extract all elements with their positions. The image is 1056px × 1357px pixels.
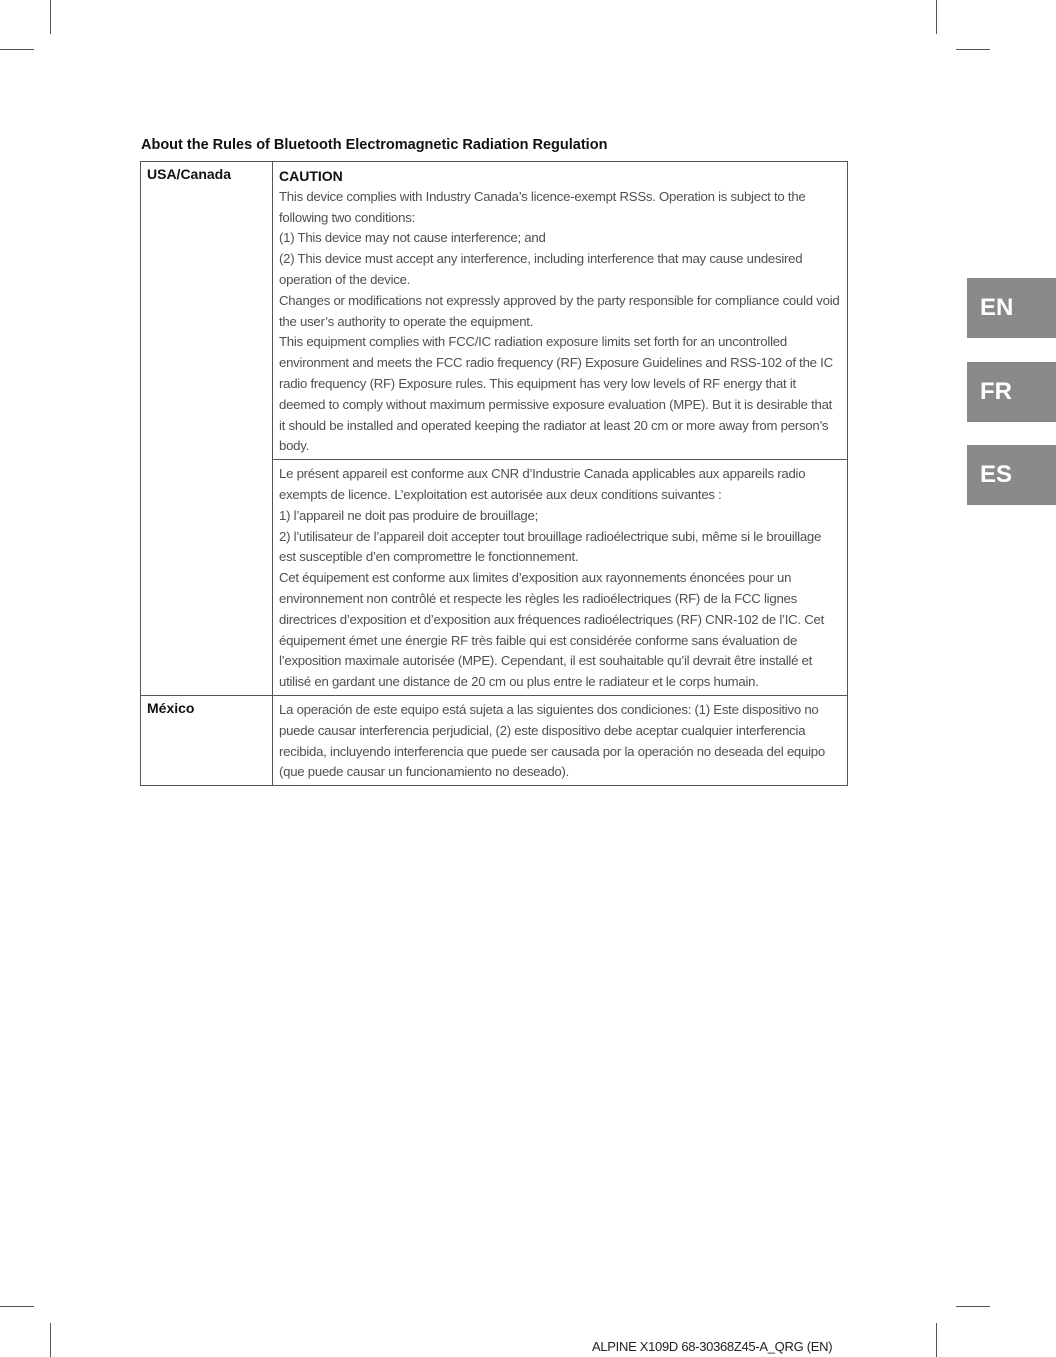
crop-mark-top-left-vertical [50,0,51,34]
fr-paragraph: Cet équipement est conforme aux limites d’exposition aux rayonnements énoncées pour un environnement non contrôlé et respecte les règles les radioélectriques (RF) de la FCC lignes directrices d’exposition et d’exposition aux fréquences radioélectriques (RF) CNR-102 de l’IC. Cet équipement émet une énergie RF très faible qui est considérée conforme sans évaluation de l’exposition maximale autorisée (MPE). Cependant, il est souhaitable qu’il devrait être installé et utilisé en gardant une distance de 20 cm ou plus entre le radiateur et le corps humain. [279,570,825,690]
en-paragraph: (2) This device must accept any interference, including interference that may cause undesired operation of the device. [279,251,803,287]
region-mexico: México [141,695,273,785]
fr-paragraph: 1) l’appareil ne doit pas produire de brouillage; [279,507,539,523]
document-footer: ALPINE X109D 68-30368Z45-A_QRG (EN) [592,1339,833,1354]
language-tab-en[interactable]: EN [967,278,1056,338]
table-row-usa-canada-en [141,162,848,460]
caution-heading: CAUTION [279,168,343,184]
crop-mark-top-right-vertical [936,0,937,34]
usa-canada-english-text [273,162,848,460]
section-title: About the Rules of Bluetooth Electromagnetic Radiation Regulation [141,137,608,153]
fr-paragraph: Le présent appareil est conforme aux CNR d’Industrie Canada applicables aux appareils radio exempts de licence. L’exploitation est autorisée aux deux conditions suivantes : [279,466,806,502]
language-tab-es[interactable]: ES [967,445,1056,505]
region-usa-canada: USA/Canada [141,162,273,696]
fr-paragraph: 2) l’utilisateur de l’appareil doit accepter tout brouillage radioélectrique subi, même si le brouillage est susceptible d’en compromettre le fonctionnement. [279,528,822,565]
usa-canada-french-text [273,460,848,696]
crop-mark-bottom-left-horizontal [0,1306,34,1307]
crop-mark-bottom-left-vertical [50,1323,51,1357]
es-paragraph: La operación de este equipo está sujeta a las siguientes dos condiciones: (1) Este dispositivo no puede causar interferencia perjudicial, (2) este dispositivo debe aceptar cualquier interferencia recibida, incluyendo interferencia que puede ser causada por la operación no deseada del equipo (que puede causar un funcionamiento no deseado). [279,701,825,780]
regulation-table [140,161,848,786]
language-tab-fr[interactable]: FR [967,362,1056,422]
en-paragraph: (1) This device may not cause interference; and [279,230,546,246]
crop-mark-bottom-right-horizontal [956,1306,990,1307]
crop-mark-bottom-right-vertical [936,1323,937,1357]
en-paragraph: Changes or modifications not expressly approved by the party responsible for compliance could void the user’s authority to operate the equipment. [279,292,840,329]
mexico-spanish-text [273,695,848,785]
crop-mark-top-left-horizontal [0,49,34,50]
en-paragraph: This equipment complies with FCC/IC radiation exposure limits set forth for an uncontrolled environment and meets the FCC radio frequency (RF) Exposure Guidelines and RSS-102 of the IC radio frequency (RF) Exposure rules. This equipment has very low levels of RF energy that it deemed to comply without maximum permissive exposure evaluation (MPE). But it is desirable that it should be installed and operated keeping the radiator at least 20 cm or more away from person’s body. [279,334,833,454]
crop-mark-top-right-horizontal [956,49,990,50]
table-row-mexico [141,695,848,785]
en-paragraph: This device complies with Industry Canada’s licence-exempt RSSs. Operation is subject to the following two conditions: [279,188,806,225]
